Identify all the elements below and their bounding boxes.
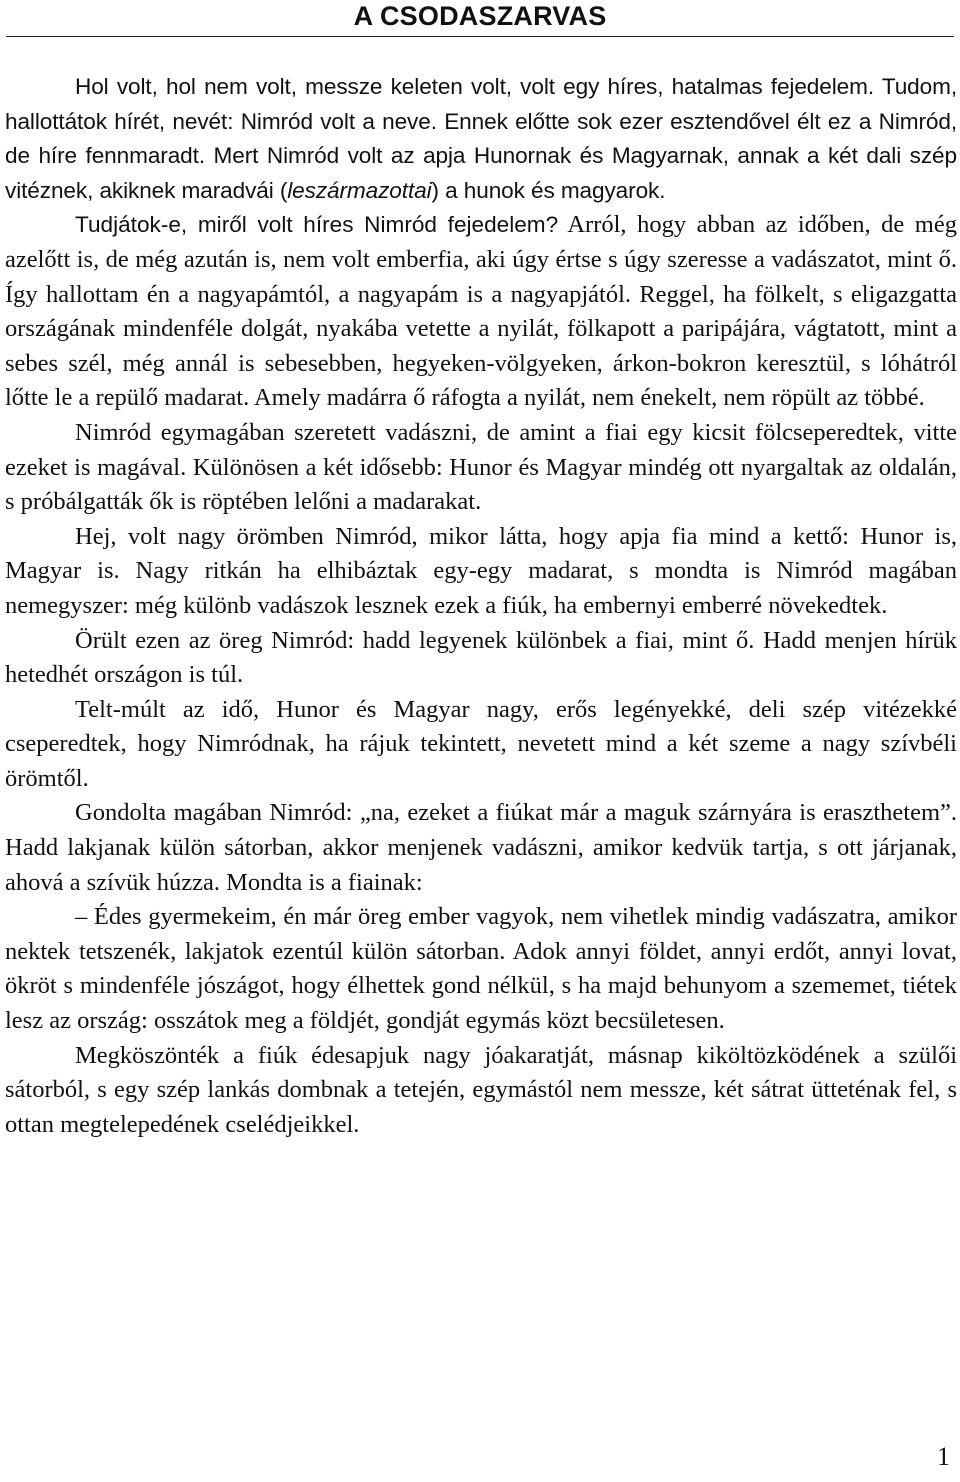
paragraph-1-text-a: Hol volt, hol nem volt, messze keleten volt, volt egy híres, hatalmas fejedelem. Tudom, hallottátok hírét, nevét: Nimród volt a neve. Ennek előtte sok ezer esztendővel élt ez a Nimród, de híre fennmaradt. Mert Nimród volt az apja Hunornak és Magyarnak, annak a két dali szép vitéznek, akiknek maradvái ( [5, 74, 957, 203]
page-number: 1 [937, 1442, 950, 1471]
paragraph-2-text-b: Arról, hogy abban az időben, de még azelőtt is, de még azután is, nem volt emberfia, aki úgy értse s úgy szeresse a vadászatot, mint ő. Így hallottam én a nagyapámtól, a nagyapám is a nagyapjától. Reggel, ha fölkelt, s eligazgatta országának mindenféle dolgát, nyakába vetette a nyilát, fölkapott a paripájára, vágtatott, mint a sebes szél, még annál is sebesebben, hegyeken-völgyeken, árkon-bokron keresztül, s lóhátról lőtte le a repülő madarat. Amely madárra ő ráfogta a nyilát, nem énekelt, nem röpült az többé. [5, 211, 957, 412]
paragraph-4: Hej, volt nagy örömben Nimród, mikor látta, hogy apja fia mind a kettő: Hunor is, Magyar is. Nagy ritkán ha elhibáztak egy-egy madarat, s mondta is Nimród magában nemegyszer: még különb vadászok lesznek ezek a fiúk, ha embernyi emberré növekedtek. [5, 522, 957, 619]
paragraph-5: Örült ezen az öreg Nimród: hadd legyenek különbek a fiai, mint ő. Hadd menjen hírük hetedhét országon is túl. [5, 626, 957, 689]
title-divider [6, 36, 954, 37]
paragraph-2 [5, 208, 957, 416]
paragraph-1-italic-term: leszármazottai [287, 177, 432, 203]
story-body [5, 70, 957, 1142]
paragraph-2-text-a: Tudjátok-e, miről volt híres Nimród fejedelem? [75, 212, 559, 238]
paragraph-1-text-b: ) a hunok és magyarok. [431, 177, 666, 203]
paragraph-8: – Édes gyermekeim, én már öreg ember vagyok, nem vihetlek mindig vadászatra, amikor nektek tetszenék, lakjatok ezentúl külön sátorban. Adok annyi földet, annyi erdőt, annyi lovat, ökröt s mindenféle jószágot, hogy élhettek gond nélkül, s ha majd behunyom a szememet, tiétek lesz az ország: osszátok meg a földjét, gondját egymás közt becsületesen. [5, 903, 957, 1035]
paragraph-9: Megköszönték a fiúk édesapjuk nagy jóakaratját, másnap kiköltözködének a szülői sátorból, s egy szép lankás dombnak a tetején, egymástól nem messze, két sátrat ütteténak fel, s ottan megtelepedének cselédjeikkel. [5, 1041, 957, 1138]
page-title: A CSODASZARVAS [353, 1, 607, 31]
paragraph-3: Nimród egymagában szeretett vadászni, de amint a fiai egy kicsit fölcseperedtek, vitte ezeket is magával. Különösen a két idősebb: Hunor és Magyar mindég ott nyargaltak az oldalán, s próbálgatták ők is röptében lelőni a madarakat. [5, 418, 957, 516]
paragraph-1 [5, 70, 957, 208]
paragraph-6: Telt-múlt az idő, Hunor és Magyar nagy, erős legényekké, deli szép vitézekké cseperedtek, hogy Nimródnak, ha rájuk tekintett, nevetett mind a két szeme a nagy szívbéli örömtől. [5, 695, 957, 792]
paragraph-7: Gondolta magában Nimród: „na, ezeket a fiúkat már a maguk szárnyára is eraszthetem”. Hadd lakjanak külön sátorban, akkor menjenek vadászni, amikor kedvük tartja, s ott járjanak, ahová a szívük húzza. Mondta is a fiainak: [5, 799, 957, 896]
